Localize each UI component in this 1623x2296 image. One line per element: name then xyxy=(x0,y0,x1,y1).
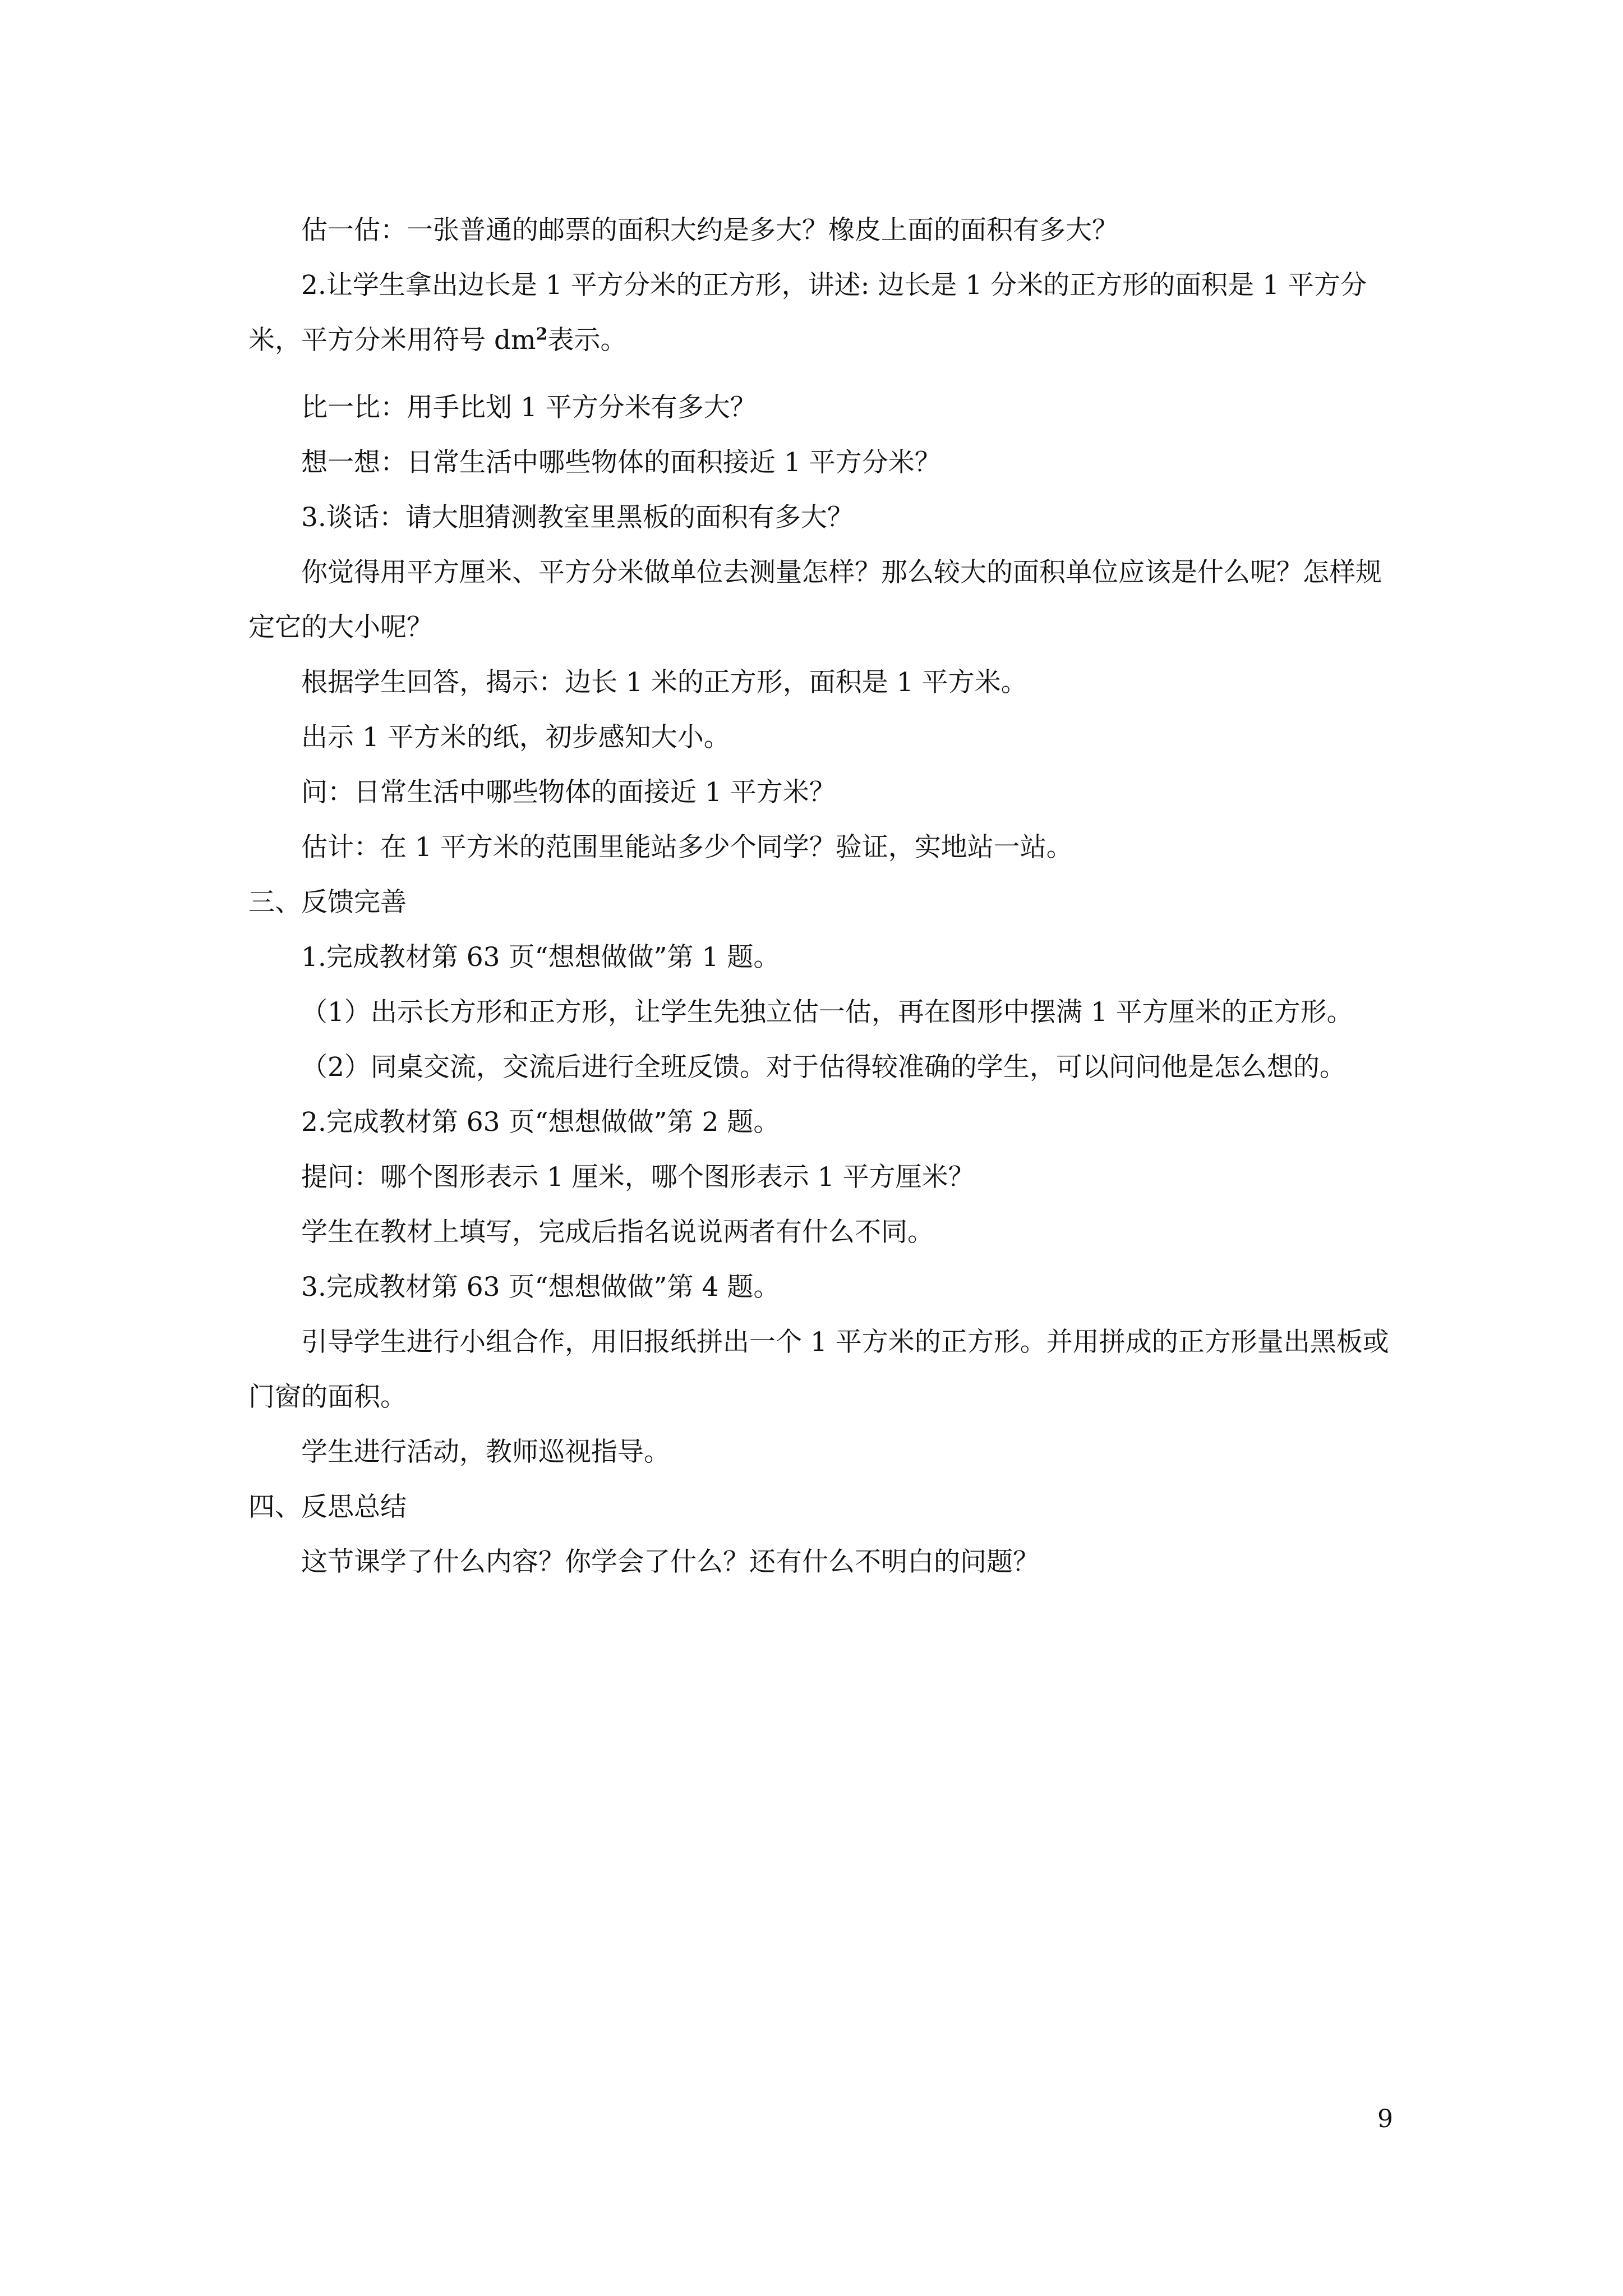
square-decimeter-text: 2.让学生拿出边长是 1 平方分米的正方形，讲述: 边长是 1 分米的正方形的面积是 1 平方分米，平方分米用符号 dm xyxy=(248,270,1367,356)
page-number: 9 xyxy=(1377,2105,1393,2133)
section-heading-feedback: 三、反馈完善 xyxy=(248,887,407,918)
paragraph-square-decimeter-definition xyxy=(248,258,1393,368)
paragraph-compare: 比一比：用手比划 1 平方分米有多大？ xyxy=(301,392,757,423)
paragraph-exercise-2-fill: 学生在教材上填写，完成后指名说说两者有什么不同。 xyxy=(301,1217,934,1248)
paragraph-estimate-students: 估计：在 1 平方米的范围里能站多少个同学？验证，实地站一站。 xyxy=(301,832,1073,863)
paragraph-activity: 学生进行活动，教师巡视指导。 xyxy=(301,1437,670,1467)
paragraph-exercise-1: 1.完成教材第 63 页“想想做做”第 1 题。 xyxy=(301,942,780,973)
paragraph-gap xyxy=(248,368,1393,380)
paragraph-estimate-stamp: 估一估：一张普通的邮票的面积大约是多大？橡皮上面的面积有多大？ xyxy=(301,215,1118,246)
paragraph-exercise-1-part-1: （1）出示长方形和正方形，让学生先独立估一估，再在图形中摆满 1 平方厘米的正方形。 xyxy=(301,997,1353,1028)
paragraph-exercise-2: 2.完成教材第 63 页“想想做做”第 2 题。 xyxy=(301,1107,780,1138)
paragraph-exercise-1-part-2: （2）同桌交流，交流后进行全班反馈。对于估得较准确的学生，可以问问他是怎么想的。 xyxy=(301,1052,1346,1083)
dm-suffix: 表示。 xyxy=(547,325,627,356)
dm-superscript: 2 xyxy=(536,324,548,344)
paragraph-think: 想一想：日常生活中哪些物体的面积接近 1 平方分米？ xyxy=(301,447,941,478)
paragraph-exercise-4: 3.完成教材第 63 页“想想做做”第 4 题。 xyxy=(301,1272,780,1303)
paragraph-group-work: 引导学生进行小组合作，用旧报纸拼出一个 1 平方米的正方形。并用拼成的正方形量出黑板或门窗的面积。 xyxy=(248,1327,1389,1412)
paragraph-ask-objects: 问：日常生活中哪些物体的面接近 1 平方米？ xyxy=(301,777,836,808)
paragraph-show-paper: 出示 1 平方米的纸，初步感知大小。 xyxy=(301,722,730,753)
paragraph-summary-question: 这节课学了什么内容？你学会了什么？还有什么不明白的问题？ xyxy=(301,1547,1039,1577)
section-heading-reflection: 四、反思总结 xyxy=(248,1492,407,1522)
paragraph-talk: 3.谈话：请大胆猜测教室里黑板的面积有多大？ xyxy=(301,502,854,533)
paragraph-reveal-square-meter: 根据学生回答，揭示：边长 1 米的正方形，面积是 1 平方米。 xyxy=(301,667,1027,698)
paragraph-exercise-2-question: 提问：哪个图形表示 1 厘米，哪个图形表示 1 平方厘米？ xyxy=(301,1162,975,1193)
document-body xyxy=(248,203,1393,1590)
paragraph-question-units: 你觉得用平方厘米、平方分米做单位去测量怎样？那么较大的面积单位应该是什么呢？怎样规定它的大小呢？ xyxy=(248,557,1382,643)
